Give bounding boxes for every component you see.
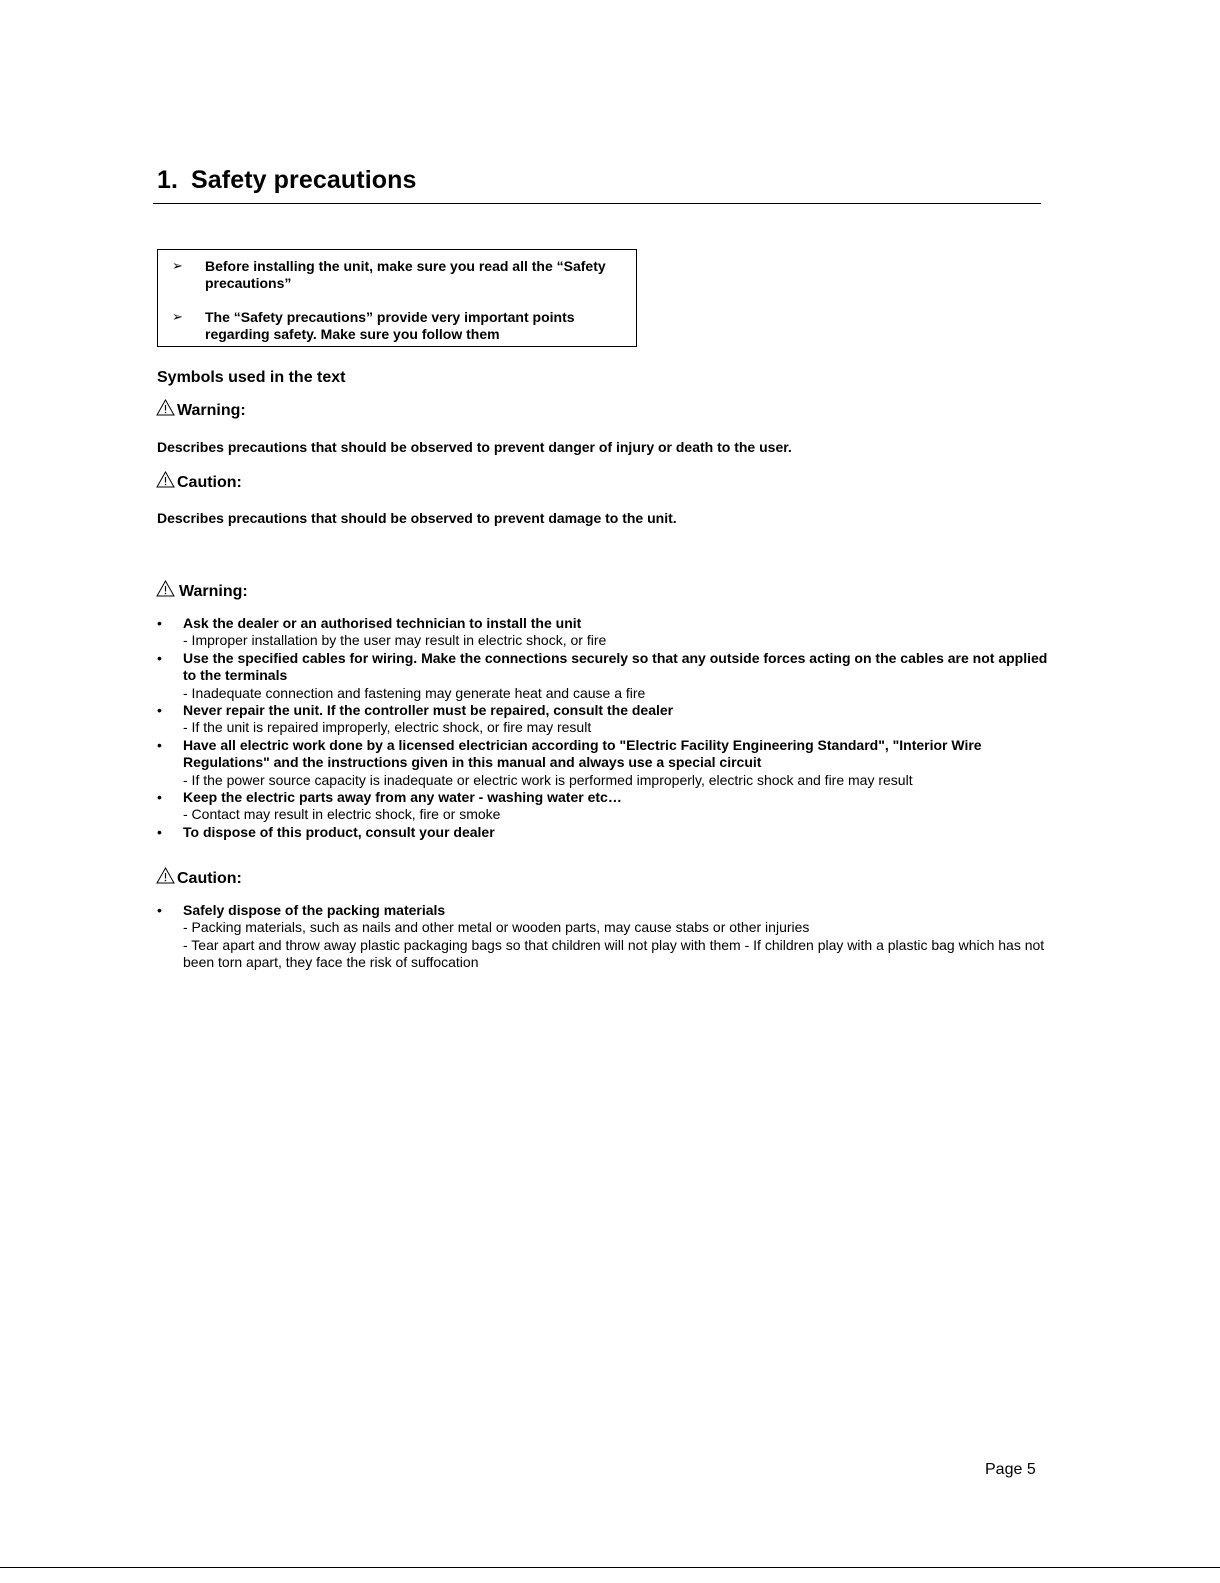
item-note: - Improper installation by the user may result in electric shock, or fire	[183, 632, 607, 649]
warning-triangle-icon	[156, 399, 175, 421]
caution-description: Describes precautions that should be observed to prevent damage to the unit.	[157, 510, 677, 526]
bullet-dot: •	[157, 649, 162, 666]
item-note: - Packing materials, such as nails and other metal or wooden parts, may cause stabs or other injuries	[183, 919, 810, 936]
page-number: Page 5	[985, 1461, 1036, 1478]
item-note: - If the unit is repaired improperly, electric shock, or fire may result	[183, 719, 592, 736]
item-title: Have all electric work done by a licensed electrician according to "Electric Facility Engineering Standard", "Interior Wire Regulations" and the instructions given in this manual and always use a special circuit	[183, 736, 982, 771]
caution-list	[157, 902, 1057, 972]
notice-text: The “Safety precautions” provide very important points regarding safety. Make sure you follow them	[205, 309, 575, 342]
bullet-dot: •	[157, 823, 162, 840]
item-note: - Contact may result in electric shock, fire or smoke	[183, 806, 501, 823]
notice-text: Before installing the unit, make sure you read all the “Safety precautions”	[205, 258, 606, 291]
bullet-dot: •	[157, 615, 162, 631]
item-title: Safely dispose of the packing materials	[183, 902, 446, 918]
list-item	[157, 650, 1057, 702]
bullet-dot: •	[157, 789, 162, 806]
title-underline	[153, 203, 1041, 204]
safety-notice-box	[157, 249, 637, 347]
item-title: Use the specified cables for wiring. Make the connections securely so that any outside forces acting on the cables are not applied to the terminals	[183, 649, 1048, 684]
item-title: Keep the electric parts away from any water - washing water etc…	[183, 789, 622, 806]
bullet-dot: •	[157, 736, 162, 753]
section-title: Safety precautions	[191, 166, 417, 194]
list-item	[157, 824, 1057, 841]
item-title: Ask the dealer or an authorised technician to install the unit	[183, 615, 582, 631]
caution-section-heading: Caution:	[156, 867, 242, 889]
warning-triangle-icon	[156, 580, 175, 602]
section-number: 1.	[157, 166, 179, 194]
page-bottom-rule	[0, 1567, 1220, 1568]
list-item	[157, 789, 1057, 824]
list-item	[157, 737, 1057, 789]
symbol-warning-label: Warning:	[156, 399, 246, 421]
symbols-heading: Symbols used in the text	[157, 369, 346, 386]
page-title	[157, 166, 416, 195]
item-note: - Inadequate connection and fastening may generate heat and cause a fire	[183, 684, 646, 701]
warning-section-heading: Warning:	[156, 580, 248, 602]
bullet-dot: •	[157, 902, 162, 918]
list-item	[157, 702, 1057, 737]
item-note: - If the power source capacity is inadequate or electric work is performed improperly, electric shock and fire may result	[183, 771, 913, 788]
item-title: To dispose of this product, consult your dealer	[183, 823, 495, 840]
list-item	[157, 902, 1057, 972]
symbol-caution-label: Caution:	[156, 471, 242, 493]
warning-list	[157, 615, 1057, 841]
item-title: Never repair the unit. If the controller must be repaired, consult the dealer	[183, 702, 674, 719]
list-item	[157, 615, 1057, 650]
item-note: - Tear apart and throw away plastic packaging bags so that children will not play with them - If children play with a plastic bag which has not been torn apart, they face the risk of suffocation	[183, 936, 1045, 971]
bullet-dot: •	[157, 702, 162, 719]
warning-description: Describes precautions that should be observed to prevent danger of injury or death to the user.	[157, 439, 792, 455]
arrow-bullet-icon: ➢	[172, 309, 183, 324]
arrow-bullet-icon: ➢	[172, 258, 183, 273]
warning-triangle-icon	[156, 471, 175, 493]
warning-triangle-icon	[156, 867, 175, 889]
